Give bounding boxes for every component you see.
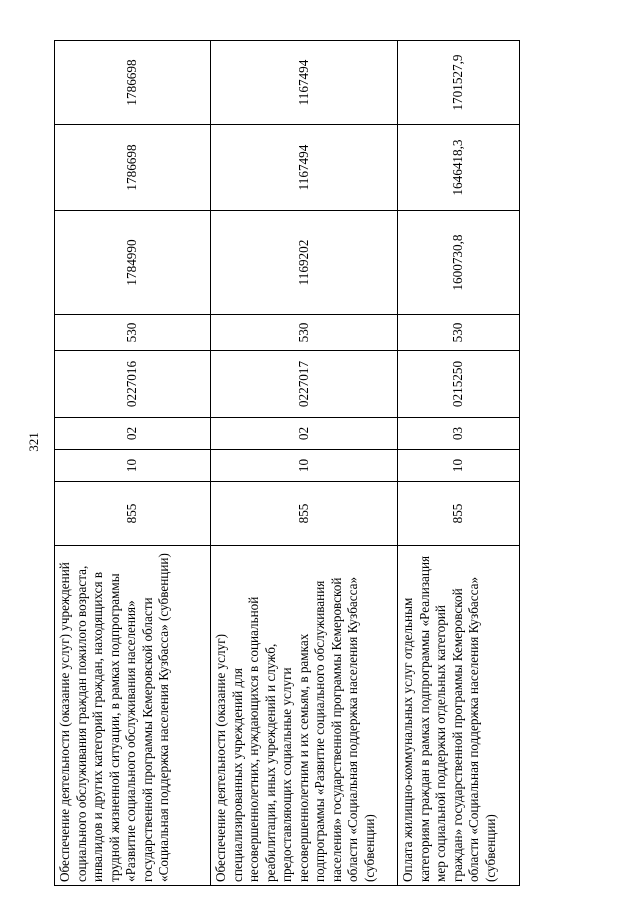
expense-type-code: 530 — [55, 315, 211, 351]
table-row — [55, 41, 211, 886]
ministry-code: 855 — [398, 482, 520, 546]
amount-year-1: 1600730,8 — [398, 211, 520, 315]
target-article-code: 0215250 — [398, 351, 520, 418]
amount-year-1: 1784990 — [55, 211, 211, 315]
section-code: 10 — [398, 450, 520, 482]
row-description: Оплата жилищно-коммунальных услуг отдельным категориям граждан в рамках подпрограммы «Реализация мер социальной поддержки отдельных категорий граждан» государственной программы Кемеровской области «Социальная поддержка населения Кузбасса» (субвенции) — [398, 546, 520, 886]
page-number-text: 321 — [26, 432, 41, 452]
row-description: Обеспечение деятельности (оказание услуг) учреждений социального обслуживания граждан пожилого возраста, инвалидов и других категорий граждан, находящихся в трудной жизненной ситуации, в рамках подпрограммы «Развитие социального обслуживания населения» государственной программы Кемеровской области «Социальная поддержка населения Кузбасса» (субвенции) — [55, 546, 211, 886]
subsection-code: 03 — [398, 418, 520, 450]
table-row — [398, 41, 520, 886]
section-code: 10 — [55, 450, 211, 482]
target-article-code: 0227017 — [211, 351, 398, 418]
expense-type-code: 530 — [211, 315, 398, 351]
amount-year-2: 1167494 — [211, 125, 398, 211]
amount-year-3: 1786698 — [55, 41, 211, 125]
table-row — [211, 41, 398, 886]
amount-year-1: 1169202 — [211, 211, 398, 315]
subsection-code: 02 — [211, 418, 398, 450]
amount-year-3: 1167494 — [211, 41, 398, 125]
ministry-code: 855 — [211, 482, 398, 546]
amount-year-3: 1701527,9 — [398, 41, 520, 125]
budget-table-container — [54, 41, 519, 886]
budget-allocation-table — [54, 40, 520, 886]
section-code: 10 — [211, 450, 398, 482]
rotated-table-frame — [54, 41, 519, 886]
amount-year-2: 1786698 — [55, 125, 211, 211]
ministry-code: 855 — [55, 482, 211, 546]
page-number — [24, 432, 44, 452]
row-description: Обеспечение деятельности (оказание услуг) специализированных учреждений для несовершеннолетних, нуждающихся в социальной реабилитации, иных учреждений и служб, предоставляющих социальные услуги несовершеннолетним и их семьям, в рамках подпрограммы «Развитие социального обслуживания населения» государственной программы Кемеровской области «Социальная поддержка населения Кузбасса» (субвенции) — [211, 546, 398, 886]
subsection-code: 02 — [55, 418, 211, 450]
amount-year-2: 1646418,3 — [398, 125, 520, 211]
expense-type-code: 530 — [398, 315, 520, 351]
target-article-code: 0227016 — [55, 351, 211, 418]
